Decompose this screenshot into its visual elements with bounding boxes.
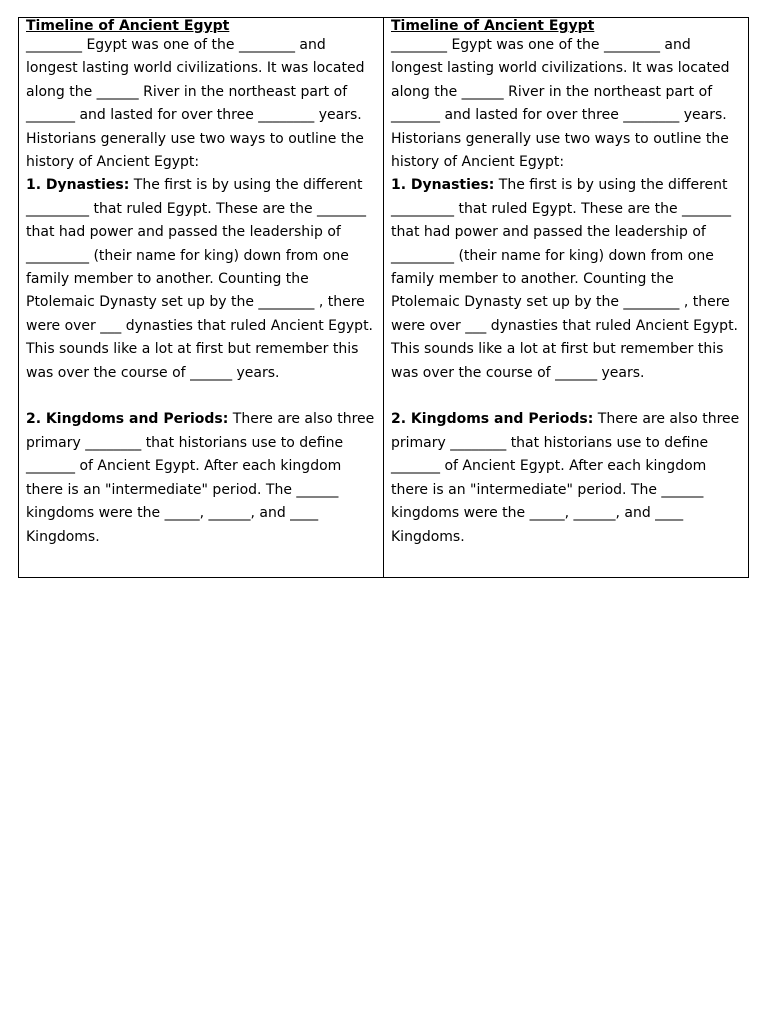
kingdoms-paragraph [26,408,375,548]
kingdoms-text: There are also three primary ________ that historians use to define _______ of Ancient Egypt. After each kingdom there is an "intermediate" period. The ______ kingdoms were the _____, ______, and ____ Kingdoms. [391,411,740,545]
dynasties-text: The first is by using the different _________ that ruled Egypt. These are the _______ that had power and passed the leadership of _________ (their name for king) down from one family member to another. Counting the Ptolemaic Dynasty set up by the ________ , there were over ___ dynasties that ruled Ancient Egypt. This sounds like a lot at first but remember this was over the course of ______ years. [391,177,739,381]
kingdoms-text: There are also three primary ________ that historians use to define _______ of Ancient Egypt. After each kingdom there is an "intermediate" period. The ______ kingdoms were the _____, ______, and ____ Kingdoms. [26,411,375,545]
worksheet-title: Timeline of Ancient Egypt [391,18,595,34]
worksheet-column-left [19,18,384,577]
paragraph-spacer [391,385,740,408]
worksheet-title: Timeline of Ancient Egypt [26,18,230,34]
worksheet-table [18,17,749,578]
intro-paragraph: ________ Egypt was one of the ________ and longest lasting world civilizations. It was located along the ______ River in the northeast part of _______ and lasted for over three ________ years. Historians generally use two ways to outline the history of Ancient Egypt: [26,37,365,171]
kingdoms-paragraph [391,408,740,548]
kingdoms-heading: 2. Kingdoms and Periods: [391,411,594,428]
intro-paragraph: ________ Egypt was one of the ________ and longest lasting world civilizations. It was located along the ______ River in the northeast part of _______ and lasted for over three ________ years. Historians generally use two ways to outline the history of Ancient Egypt: [391,37,730,171]
dynasties-paragraph [391,174,740,385]
worksheet-column-right [384,18,748,577]
kingdoms-heading: 2. Kingdoms and Periods: [26,411,229,428]
dynasties-heading: 1. Dynasties: [26,177,130,194]
dynasties-paragraph [26,174,375,385]
paragraph-spacer [26,385,375,408]
dynasties-text: The first is by using the different _________ that ruled Egypt. These are the _______ that had power and passed the leadership of _________ (their name for king) down from one family member to another. Counting the Ptolemaic Dynasty set up by the ________ , there were over ___ dynasties that ruled Ancient Egypt. This sounds like a lot at first but remember this was over the course of ______ years. [26,177,374,381]
dynasties-heading: 1. Dynasties: [391,177,495,194]
